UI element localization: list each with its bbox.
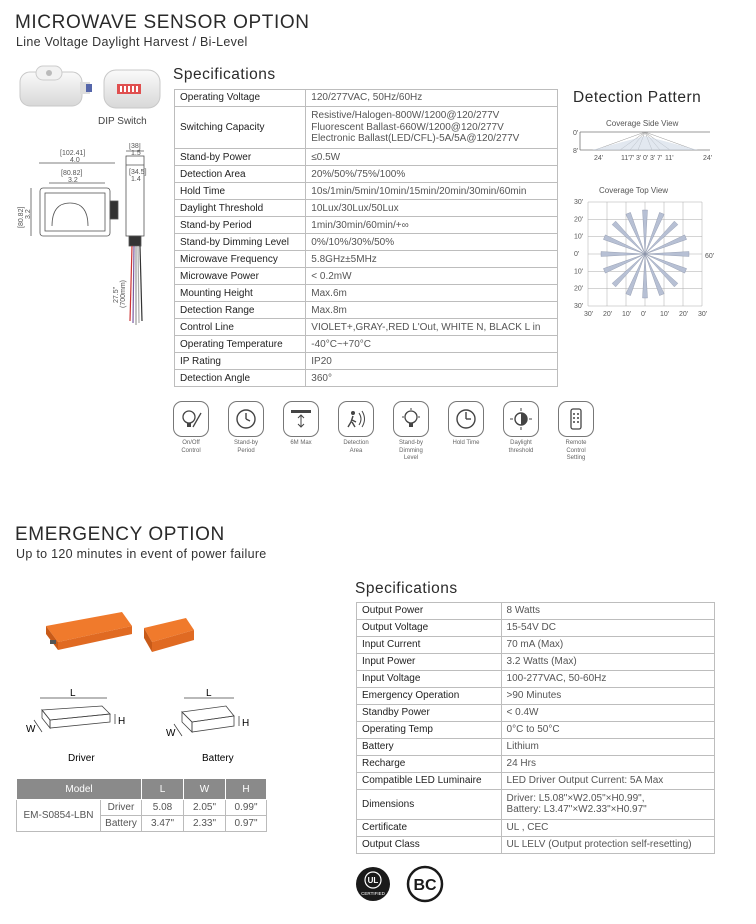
em-spec-row <box>357 722 715 739</box>
em-spec-row <box>357 603 715 620</box>
driver-l: 5.08 <box>142 800 184 816</box>
emergency-subtitle: Up to 120 minutes in event of power failure <box>16 547 267 561</box>
mw-spec-row <box>175 183 558 200</box>
em-spec-label: Input Current <box>357 637 502 654</box>
dim-wire-in: 27.5" <box>113 286 120 303</box>
mw-spec-label: Detection Area <box>175 166 306 183</box>
em-spec-value: < 0.4W <box>501 705 714 722</box>
em-spec-label: Input Power <box>357 654 502 671</box>
coverage-side-view <box>570 128 720 164</box>
on-off-control-icon <box>173 401 209 437</box>
side-x-tick: 7' <box>629 155 635 162</box>
mw-spec-label: IP Rating <box>175 353 306 370</box>
function-icon-label-line: 6M Max <box>290 440 312 446</box>
battery-l: 3.47" <box>142 816 184 832</box>
battery-h: 0.97" <box>226 816 267 832</box>
em-spec-label: Recharge <box>357 756 502 773</box>
mw-spec-row <box>175 149 558 166</box>
mw-spec-row <box>175 90 558 107</box>
mw-spec-value: ≤0.5W <box>306 149 558 166</box>
detection-area-icon <box>338 401 374 437</box>
function-icon-label <box>335 440 377 455</box>
function-icon-tile <box>225 401 267 463</box>
em-spec-label: Output Class <box>357 836 502 853</box>
ul-certified-text: CERTIFIED <box>361 891 385 896</box>
top-right-label: 60' <box>705 253 715 260</box>
microwave-spec-title: Specifications <box>173 66 276 83</box>
driver-h: 0.99" <box>226 800 267 816</box>
mw-spec-row <box>175 200 558 217</box>
top-y-tick: 30' <box>574 303 584 310</box>
dim-body-mm: [34.5] <box>129 169 147 176</box>
em-spec-value: Lithium <box>501 739 714 756</box>
em-spec-label: Output Voltage <box>357 620 502 637</box>
driver-l-label: L <box>70 688 76 699</box>
em-spec-row <box>357 620 715 637</box>
mw-spec-value: -40°C~+70°C <box>306 336 558 353</box>
emergency-title: EMERGENCY OPTION <box>15 524 225 545</box>
coverage-ray <box>612 254 645 287</box>
remote-control-icon <box>558 401 594 437</box>
mw-spec-label: Mounting Height <box>175 285 306 302</box>
em-spec-value: 15-54V DC <box>501 620 714 637</box>
function-icon-label-line: On/Off <box>182 440 200 446</box>
em-spec-value: LED Driver Output Current: 5A Max <box>501 773 714 790</box>
side-x-tick: 0' <box>643 155 649 162</box>
side-y-top: 0' <box>573 130 579 137</box>
mw-spec-label: Control Line <box>175 319 306 336</box>
dim-inner-in: 3.2 <box>68 177 78 184</box>
em-spec-row <box>357 705 715 722</box>
em-spec-label: Dimensions <box>357 790 502 820</box>
certification-logos <box>355 864 450 904</box>
stand-by-dimming-icon <box>393 401 429 437</box>
dim-width-in: 4.0 <box>70 157 80 164</box>
stand-by-period-icon <box>228 401 264 437</box>
em-spec-value: >90 Minutes <box>501 688 714 705</box>
side-x-tick: 24' <box>594 155 604 162</box>
mw-spec-row <box>175 370 558 387</box>
mw-spec-value: 20%/50%/75%/100% <box>306 166 558 183</box>
mw-spec-label: Stand-by Power <box>175 149 306 166</box>
mw-spec-value: VIOLET+,GRAY-,RED L'Out, WHITE N, BLACK L in <box>306 319 558 336</box>
mw-spec-value: Max.8m <box>306 302 558 319</box>
bc-logo-text: BC <box>413 877 437 894</box>
top-y-tick: 10' <box>574 268 584 276</box>
function-icon-label <box>225 440 267 455</box>
top-x-tick: 20' <box>679 311 689 318</box>
mw-spec-value-line: Electronic Ballast(LED/CFL)-5A/5A@120/277V <box>311 133 520 145</box>
coverage-ray <box>643 254 648 298</box>
top-view-title: Coverage Top View <box>599 186 669 195</box>
mw-spec-row <box>175 234 558 251</box>
model-header: Model <box>17 779 142 800</box>
mw-spec-row <box>175 251 558 268</box>
em-spec-row <box>357 836 715 853</box>
model-name: EM-S0854-LBN <box>17 800 101 832</box>
coverage-ray <box>612 221 645 254</box>
dimension-drawing <box>15 143 165 343</box>
mw-spec-label: Operating Voltage <box>175 90 306 107</box>
mw-spec-label: Microwave Power <box>175 268 306 285</box>
em-spec-label: Input Voltage <box>357 671 502 688</box>
max-height-icon <box>283 401 319 437</box>
function-icon-label-line: Remote <box>565 440 587 446</box>
mw-spec-row <box>175 217 558 234</box>
coverage-ray <box>645 252 689 257</box>
em-spec-label: Output Power <box>357 603 502 620</box>
function-icon-label-line: Detection <box>343 440 369 446</box>
em-spec-row <box>357 756 715 773</box>
dip-switch-label: DIP Switch <box>98 116 147 127</box>
side-x-tick: 24' <box>703 155 713 162</box>
function-icon-label-line: Control <box>181 447 201 454</box>
function-icon-label <box>445 440 487 448</box>
microwave-spec-table <box>174 89 558 387</box>
function-icon-tile <box>170 401 212 463</box>
side-x-tick: 11' <box>665 155 674 162</box>
em-spec-value: 8 Watts <box>501 603 714 620</box>
dim-width-mm: [102.41] <box>60 150 86 157</box>
function-icon-label <box>500 440 542 455</box>
side-x-tick: 7' <box>657 155 663 162</box>
mw-spec-label: Detection Range <box>175 302 306 319</box>
mw-spec-value: < 0.2mW <box>306 268 558 285</box>
emergency-product-photo <box>40 606 220 666</box>
mw-spec-row <box>175 166 558 183</box>
function-icon-label <box>555 440 597 463</box>
mw-spec-value: 5.8GHz±5MHz <box>306 251 558 268</box>
dim-depth-mm: [38] <box>129 143 141 150</box>
function-icon-label-line: Area <box>349 447 363 454</box>
l-header: L <box>142 779 184 800</box>
side-y-bottom: 8' <box>573 148 579 155</box>
mw-spec-value: IP20 <box>306 353 558 370</box>
emergency-spec-table <box>356 602 715 854</box>
dim-depth-in: 1.5 <box>131 150 141 157</box>
em-spec-label: Operating Temp <box>357 722 502 739</box>
mw-spec-value: 10Lux/30Lux/50Lux <box>306 200 558 217</box>
em-spec-row <box>357 671 715 688</box>
battery-w-label: W <box>166 728 176 739</box>
top-y-tick: 0' <box>574 251 580 258</box>
mw-spec-label: Daylight Threshold <box>175 200 306 217</box>
em-spec-label: Battery <box>357 739 502 756</box>
top-y-tick: 20' <box>574 216 584 224</box>
mw-spec-value: Max.6m <box>306 285 558 302</box>
em-spec-row <box>357 819 715 836</box>
em-spec-value-line: Driver: L5.08"×W2.05"×H0.99", <box>506 792 645 804</box>
coverage-ray <box>601 252 645 257</box>
em-spec-value: UL LELV (Output protection self-resetting) <box>501 836 714 853</box>
em-spec-value: UL , CEC <box>501 819 714 836</box>
battery-l-label: L <box>206 688 212 699</box>
mw-spec-row <box>175 319 558 336</box>
mw-spec-row <box>175 285 558 302</box>
driver-w: 2.05" <box>184 800 226 816</box>
function-icon-label-line: Level <box>403 455 419 461</box>
em-spec-value-line: Battery: L3.47"×W2.33"×H0.97" <box>506 804 647 816</box>
daylight-threshold-icon <box>503 401 539 437</box>
mw-spec-value-line: Resistive/Halogen-800W/1200@120/277V <box>311 110 500 122</box>
mw-spec-value <box>306 107 558 149</box>
em-spec-value: 100-277VAC, 50-60Hz <box>501 671 714 688</box>
function-icon-label <box>280 440 322 448</box>
dim-height-mm: [80.82] <box>18 206 25 228</box>
side-x-tick: 3' <box>636 155 642 162</box>
function-icon-tile <box>445 401 487 463</box>
function-icon-label-line: Stand-by <box>233 440 258 446</box>
driver-h-label: H <box>118 716 126 727</box>
mw-spec-label: Stand-by Dimming Level <box>175 234 306 251</box>
em-spec-row <box>357 688 715 705</box>
side-view-title: Coverage Side View <box>606 119 679 128</box>
dim-height-in: 3.2 <box>25 209 32 219</box>
mw-spec-row <box>175 302 558 319</box>
function-icon-label-line: Hold Time <box>452 440 480 446</box>
em-spec-row <box>357 773 715 790</box>
function-icon-label-line: Daylight <box>510 440 532 446</box>
mw-spec-label: Stand-by Period <box>175 217 306 234</box>
driver-w-label: W <box>26 724 36 735</box>
em-spec-row <box>357 790 715 820</box>
em-spec-value: 24 Hrs <box>501 756 714 773</box>
em-spec-value: 70 mA (Max) <box>501 637 714 654</box>
em-spec-row <box>357 637 715 654</box>
em-spec-label: Compatible LED Luminaire <box>357 773 502 790</box>
mw-spec-row <box>175 107 558 149</box>
dim-body-in: 1.4 <box>131 176 141 183</box>
mw-spec-row <box>175 353 558 370</box>
mw-spec-value: 0%/10%/30%/50% <box>306 234 558 251</box>
function-icon-label-line: Period <box>237 447 255 454</box>
driver-caption: Driver <box>68 753 95 764</box>
mw-spec-value: 360° <box>306 370 558 387</box>
function-icon-label-line: threshold <box>508 447 534 454</box>
battery-w: 2.33" <box>184 816 226 832</box>
coverage-top-view <box>572 196 722 320</box>
em-spec-row <box>357 654 715 671</box>
mw-spec-value: 10s/1min/5min/10min/15min/20min/30min/60min <box>306 183 558 200</box>
function-icon-label <box>390 440 432 463</box>
microwave-title: MICROWAVE SENSOR OPTION <box>15 12 310 33</box>
top-x-tick: 20' <box>603 311 613 318</box>
em-spec-label: Certificate <box>357 819 502 836</box>
coverage-ray <box>643 210 648 254</box>
hold-time-icon <box>448 401 484 437</box>
em-spec-label: Standby Power <box>357 705 502 722</box>
microwave-subtitle: Line Voltage Daylight Harvest / Bi-Level <box>16 35 248 49</box>
function-icon-tile <box>500 401 542 463</box>
top-x-tick: 30' <box>584 311 594 318</box>
detection-pattern-title: Detection Pattern <box>573 89 702 106</box>
em-spec-label: Emergency Operation <box>357 688 502 705</box>
function-icon-label-line: Stand-by <box>398 440 423 446</box>
coverage-ray <box>645 254 678 287</box>
em-spec-value: 0°C to 50°C <box>501 722 714 739</box>
mw-spec-label: Detection Angle <box>175 370 306 387</box>
function-icon-tile <box>335 401 377 463</box>
ul-logo-text: UL <box>367 876 379 885</box>
function-icon-tile <box>555 401 597 463</box>
side-x-tick: 11' <box>621 155 630 162</box>
mw-spec-label: Hold Time <box>175 183 306 200</box>
dim-wire-mm: (700mm) <box>120 279 127 308</box>
em-spec-row <box>357 739 715 756</box>
emergency-dimension-diagram <box>22 684 272 764</box>
function-icon-label <box>170 440 212 455</box>
function-icon-row <box>170 401 610 463</box>
mw-spec-value-line: Fluorescent Ballast-660W/1200@120/277V <box>311 121 504 133</box>
top-y-tick: 20' <box>574 285 584 293</box>
sensor-product-photo <box>14 64 164 114</box>
function-icon-tile <box>280 401 322 463</box>
mw-spec-label: Switching Capacity <box>175 107 306 149</box>
battery-h-label: H <box>242 718 250 729</box>
w-header: W <box>184 779 226 800</box>
driver-part: Driver <box>101 800 142 816</box>
top-y-tick: 30' <box>574 199 584 206</box>
h-header: H <box>226 779 267 800</box>
mw-spec-value: 1min/30min/60min/+∞ <box>306 217 558 234</box>
top-y-tick: 10' <box>574 233 584 241</box>
emergency-spec-title: Specifications <box>355 580 458 597</box>
function-icon-label-line: Control <box>566 447 586 454</box>
mw-spec-label: Operating Temperature <box>175 336 306 353</box>
battery-caption: Battery <box>202 753 234 764</box>
top-x-tick: 0' <box>641 311 647 318</box>
mw-spec-value: 120/277VAC, 50Hz/60Hz <box>306 90 558 107</box>
mw-spec-row <box>175 268 558 285</box>
function-icon-label-line: Setting <box>566 455 586 461</box>
top-x-tick: 30' <box>698 311 708 318</box>
function-icon-tile <box>390 401 432 463</box>
battery-part: Battery <box>101 816 142 832</box>
mw-spec-label: Microwave Frequency <box>175 251 306 268</box>
function-icon-label-line: Dimming <box>399 447 423 454</box>
model-table <box>16 778 267 832</box>
side-x-tick: 3' <box>650 155 656 162</box>
coverage-ray <box>645 221 678 254</box>
top-x-tick: 10' <box>622 311 632 318</box>
em-spec-value <box>501 790 714 820</box>
top-x-tick: 10' <box>660 311 670 318</box>
em-spec-value: 3.2 Watts (Max) <box>501 654 714 671</box>
mw-spec-row <box>175 336 558 353</box>
dim-inner-mm: [80.82] <box>61 170 83 177</box>
